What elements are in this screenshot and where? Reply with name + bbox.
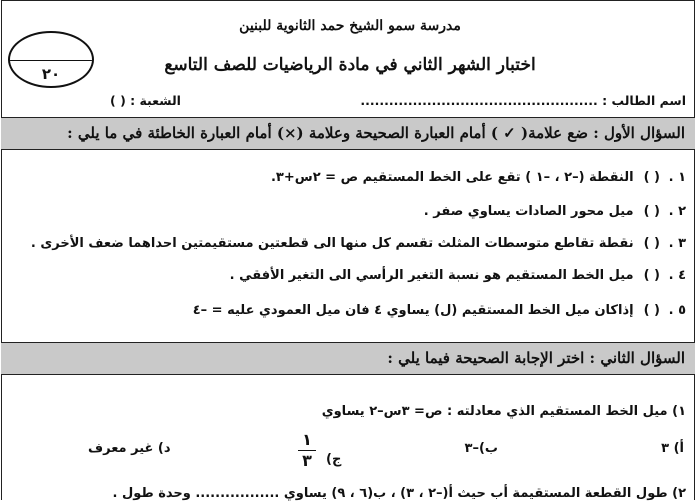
- option-d[interactable]: د) غير معرف: [88, 441, 171, 456]
- option-b[interactable]: ب)–٣: [464, 441, 498, 456]
- item-text: النقطة (–٢ ، –١ ) تقع على الخط المستقيم ص = ٢س+٣.: [270, 170, 634, 185]
- answer-blank[interactable]: ( ): [643, 268, 660, 283]
- q1-item-1: [271, 170, 686, 185]
- student-name-field[interactable]: اسم الطالب : ..................................................: [360, 93, 686, 108]
- q1-item-5: [193, 303, 686, 318]
- item-number: ٢ .: [668, 204, 686, 219]
- item-number: ٤ .: [668, 268, 686, 283]
- grade-circle: [8, 31, 94, 88]
- school-name: مدرسة سمو الشيخ حمد الثانوية للبنين: [239, 18, 461, 34]
- q1-item-2: [424, 204, 686, 219]
- q2-question-2: ٢) طول القطعة المستقيمة أب حيث أ(–٢ ، ٣) ، ب(٦ ، ٩) يساوي ................. وحدة طول .: [112, 486, 686, 501]
- item-number: ١ .: [668, 170, 686, 185]
- item-text: إذاكان ميل الخط المستقيم (ل) يساوي ٤ فان ميل العمودي عليه = –٤: [192, 303, 634, 318]
- q1-item-3: [31, 236, 686, 251]
- q1-item-4: [230, 268, 686, 283]
- item-text: نقطة تقاطع متوسطات المثلث تقسم كل منها الى قطعتين مستقيمتين احداهما ضعف الأخرى .: [30, 236, 634, 251]
- option-c-label[interactable]: ج): [326, 452, 342, 467]
- exam-title: اختبار الشهر الثاني في مادة الرياضيات للصف التاسع: [164, 55, 536, 75]
- grade-total: ٢٠: [41, 65, 61, 83]
- answer-blank[interactable]: ( ): [643, 236, 660, 251]
- grade-divider: [10, 60, 92, 61]
- question-2-header: السؤال الثاني : اختر الإجابة الصحيحة فيما يلي :: [1, 342, 695, 375]
- fraction-numerator: ١: [302, 430, 312, 449]
- answer-blank[interactable]: ( ): [643, 303, 660, 318]
- item-text: ميل الخط المستقيم هو نسبة التغير الرأسي الى التغير الأفقي .: [229, 268, 634, 283]
- option-a[interactable]: أ) ٣: [661, 441, 684, 456]
- answer-blank[interactable]: ( ): [643, 170, 660, 185]
- q2-question-1: ١) ميل الخط المستقيم الذي معادلته : ص= ٣س–٢ يساوي: [321, 404, 686, 419]
- item-text: ميل محور الصادات يساوي صفر .: [423, 204, 634, 219]
- option-c-fraction[interactable]: [296, 431, 318, 470]
- item-number: ٥ .: [668, 303, 686, 318]
- question-1-header: السؤال الأول : ضع علامة( ✓ ) أمام العبارة الصحيحة وعلامة (×) أمام العبارة الخاطئة في ما يلي :: [1, 117, 695, 150]
- item-number: ٣ .: [668, 236, 686, 251]
- fraction-denominator: ٣: [302, 451, 312, 470]
- answer-blank[interactable]: ( ): [643, 204, 660, 219]
- section-field[interactable]: الشعبة : ( ): [110, 93, 181, 108]
